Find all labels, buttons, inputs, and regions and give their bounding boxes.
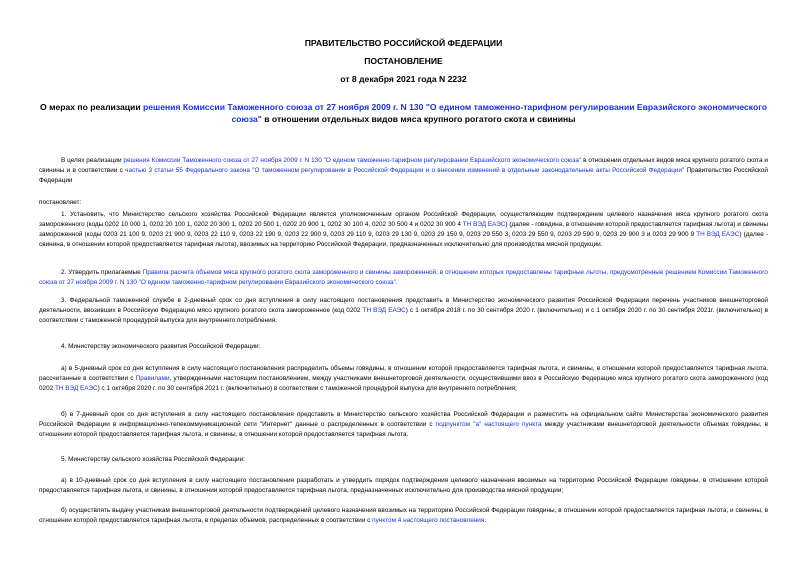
p2-rules-link[interactable]: Правила расчета объемов мяса крупного рогатого скота замороженного и свинины замороженной, в отношении которых предоставлены тарифные льготы, предусмотренные решением Комиссии Таможенного союза от 27 ноября 2009 г. N 130 "О едином таможенно-тарифном регулировании Евразийского экономического союза": [39, 269, 768, 286]
p1-text-2: ) (далее - говядина, в отношении которой предоставляется тарифная льгота) и свинины замороженной (коды 0203 21 100 9, 0203 21 900 9, 0203 22 110 9, 0203 22 190 9, 0203 22 900 9, 0203 29 110 9, 0203 29 130 9, 0203 29 150 9, 0203 29 550 3, 0203 29 550 9, 0203 29 590 9, 0203 29 900 3 и 0203 29 900 9: [39, 221, 768, 238]
p5b-text-1: б) осуществлять выдачу участникам внешнеторговой деятельности подтверждений целевого назначения ввозимых на территорию Российской Федерации говядины, в отношении которой предоставляется тарифная льгота, и свинины, в отношении которой предоставляется тарифная льгота, в пределах объемов, распределенных в соответствии с: [39, 507, 768, 524]
p4a-text-2: , утвержденными настоящим постановлением, между участниками внешнеторговой деятельности, осуществившими ввоз в Российскую Федерацию мяса крупного рогатого скота замороженного (код 0202: [39, 375, 768, 392]
p3-text-2: ) с 1 октября 2018 г. по 30 сентября 2020 г. (включительно) и с 1 октября 2020 г. по 30 сентября 2021г. (включительно) в соответствии с таможенной процедурой выпуска для внутреннего потребления.: [39, 307, 768, 324]
preamble-paragraph: [39, 156, 768, 186]
p1-tnved-link-2[interactable]: ТН ВЭД ЕАЭС: [696, 231, 740, 238]
paragraph-5b: [39, 506, 768, 526]
preamble-text-1: В целях реализации: [61, 157, 124, 164]
paragraph-4b: [39, 410, 768, 440]
date-number-heading: от 8 декабря 2021 года N 2232: [340, 74, 467, 84]
preamble-law-link[interactable]: частью 3 статьи 55 Федерального закона "О таможенном регулировании в Российской Федерации и о внесении изменений в отдельные законодательные акты Российской Федерации": [125, 167, 685, 174]
document-title: [40, 102, 767, 125]
title-text-post: в отношении отдельных видов мяса крупного рогатого скота и свинины: [261, 113, 576, 124]
p5b-text-2: .: [484, 517, 487, 524]
p4b-subpoint-link[interactable]: подпунктом "а" настоящего пункта: [435, 421, 542, 428]
government-heading: ПРАВИТЕЛЬСТВО РОССИЙСКОЙ ФЕДЕРАЦИИ: [304, 38, 503, 48]
title-text-pre: О мерах по реализации: [40, 102, 143, 112]
paragraph-4a: [39, 364, 768, 394]
paragraph-2: [39, 268, 768, 288]
p4a-text-3: ) с 1 октября 2020 г. по 30 сентября 2021 г. (включительно) в соответствии с таможенной процедурой выпуска для внутреннего потребления;: [97, 385, 517, 392]
p1-tnved-link-1[interactable]: ТН ВЭД ЕАЭС: [462, 221, 506, 228]
p4b-text-2: между участниками внешнеторговой деятельности объемах говядины, в отношении которой предоставляется тарифная льгота, и свинины, в отношении которой предоставляется тарифная льгота.: [39, 421, 768, 438]
preamble-decision-link[interactable]: решения Комиссии Таможенного союза от 27 ноября 2009 г. N 130 "О едином таможенно-тарифном регулировании Евразийского экономического союза": [123, 157, 582, 164]
document-type-heading: ПОСТАНОВЛЕНИЕ: [364, 56, 443, 66]
p2-text-2: .: [395, 279, 398, 286]
p5b-point4-link[interactable]: пунктом 4 настоящего постановления: [372, 517, 485, 524]
p1-text-3: ) (далее - свинина, в отношении которой предоставляется тарифная льгота), ввозимых на территорию Российской Федерации, предназначенных исключительно для производства мясной продукции.: [39, 231, 768, 248]
title-decision-link[interactable]: решения Комиссии Таможенного союза от 27 ноября 2009 г. N 130 "О едином таможенно-тарифном регулировании Евразийского экономического союза": [143, 102, 767, 124]
preamble-text-3: Правительство Российской Федерации: [39, 167, 769, 184]
p1-text-1: 1. Установить, что Министерство сельского хозяйства Российской Федерации является уполномоченным органом Российской Федерации, осуществляющим подтверждение целевого назначения мяса крупного рогатого скота замороженного (коды 0202 10 000 1, 0202 20 100 1, 0202 20 300 1, 0202 20 500 1, 0202 20 900 1, 0202 30 100 4, 0202 30 500 4 и 0202 30 900 4: [39, 211, 768, 228]
p4a-tnved-link[interactable]: ТН ВЭД ЕАЭС: [55, 385, 98, 392]
p4a-text-1: а) в 5-дневный срок со дня вступления в силу настоящего постановления распределить объемы говядины, в отношении которой предоставляется тарифная льгота, и свинины, в отношении которой предоставляется тарифная льгота, рассчитанные в соответствии с: [39, 365, 768, 382]
paragraph-4: 4. Министерству экономического развития Российской Федерации:: [61, 343, 261, 350]
paragraph-3: [39, 296, 768, 326]
paragraph-5a: а) в 10-дневный срок со дня вступления в силу настоящего постановления разработать и утвердить порядок подтверждения целевого назначения ввозимых на территорию Российской Федерации говядины, в отношении которой предоставляется тарифная льгота, и свинины, в отношении которой предоставляется тарифная льгота, предназначенных исключительно для производства мясной продукции;: [39, 477, 768, 494]
p3-text-1: 3. Федеральной таможенной службе в 2-дневный срок со дня вступления в силу настоящего постановления представить в Министерство экономического развития Российской Федерации перечень участников внешнеторговой деятельности, ввозивших в Российскую Федерацию мясо крупного рогатого скота замороженное (код 0202: [39, 297, 768, 314]
p4a-rules-link[interactable]: Правилами: [135, 375, 170, 382]
resolves-line: постановляет:: [39, 199, 82, 206]
p2-text-1: 2. Утвердить прилагаемые: [61, 269, 143, 276]
p4b-text-1: б) в 7-дневный срок со дня вступления в силу настоящего постановления представить в Министерство сельского хозяйства Российской Федерации и разместить на официальном сайте Министерства экономического развития Российской Федерации в информационно-телекоммуникационной сети "Интернет" данные о распределенных в соответствии с: [39, 411, 768, 428]
p3-tnved-link[interactable]: ТН ВЭД ЕАЭС: [362, 307, 406, 314]
preamble-text-2: в отношении отдельных видов мяса крупного рогатого скота и свинины и в соответствии с: [39, 157, 768, 174]
paragraph-1: [39, 210, 768, 250]
paragraph-5: 5. Министерству сельского хозяйства Российской Федерации:: [61, 456, 245, 463]
